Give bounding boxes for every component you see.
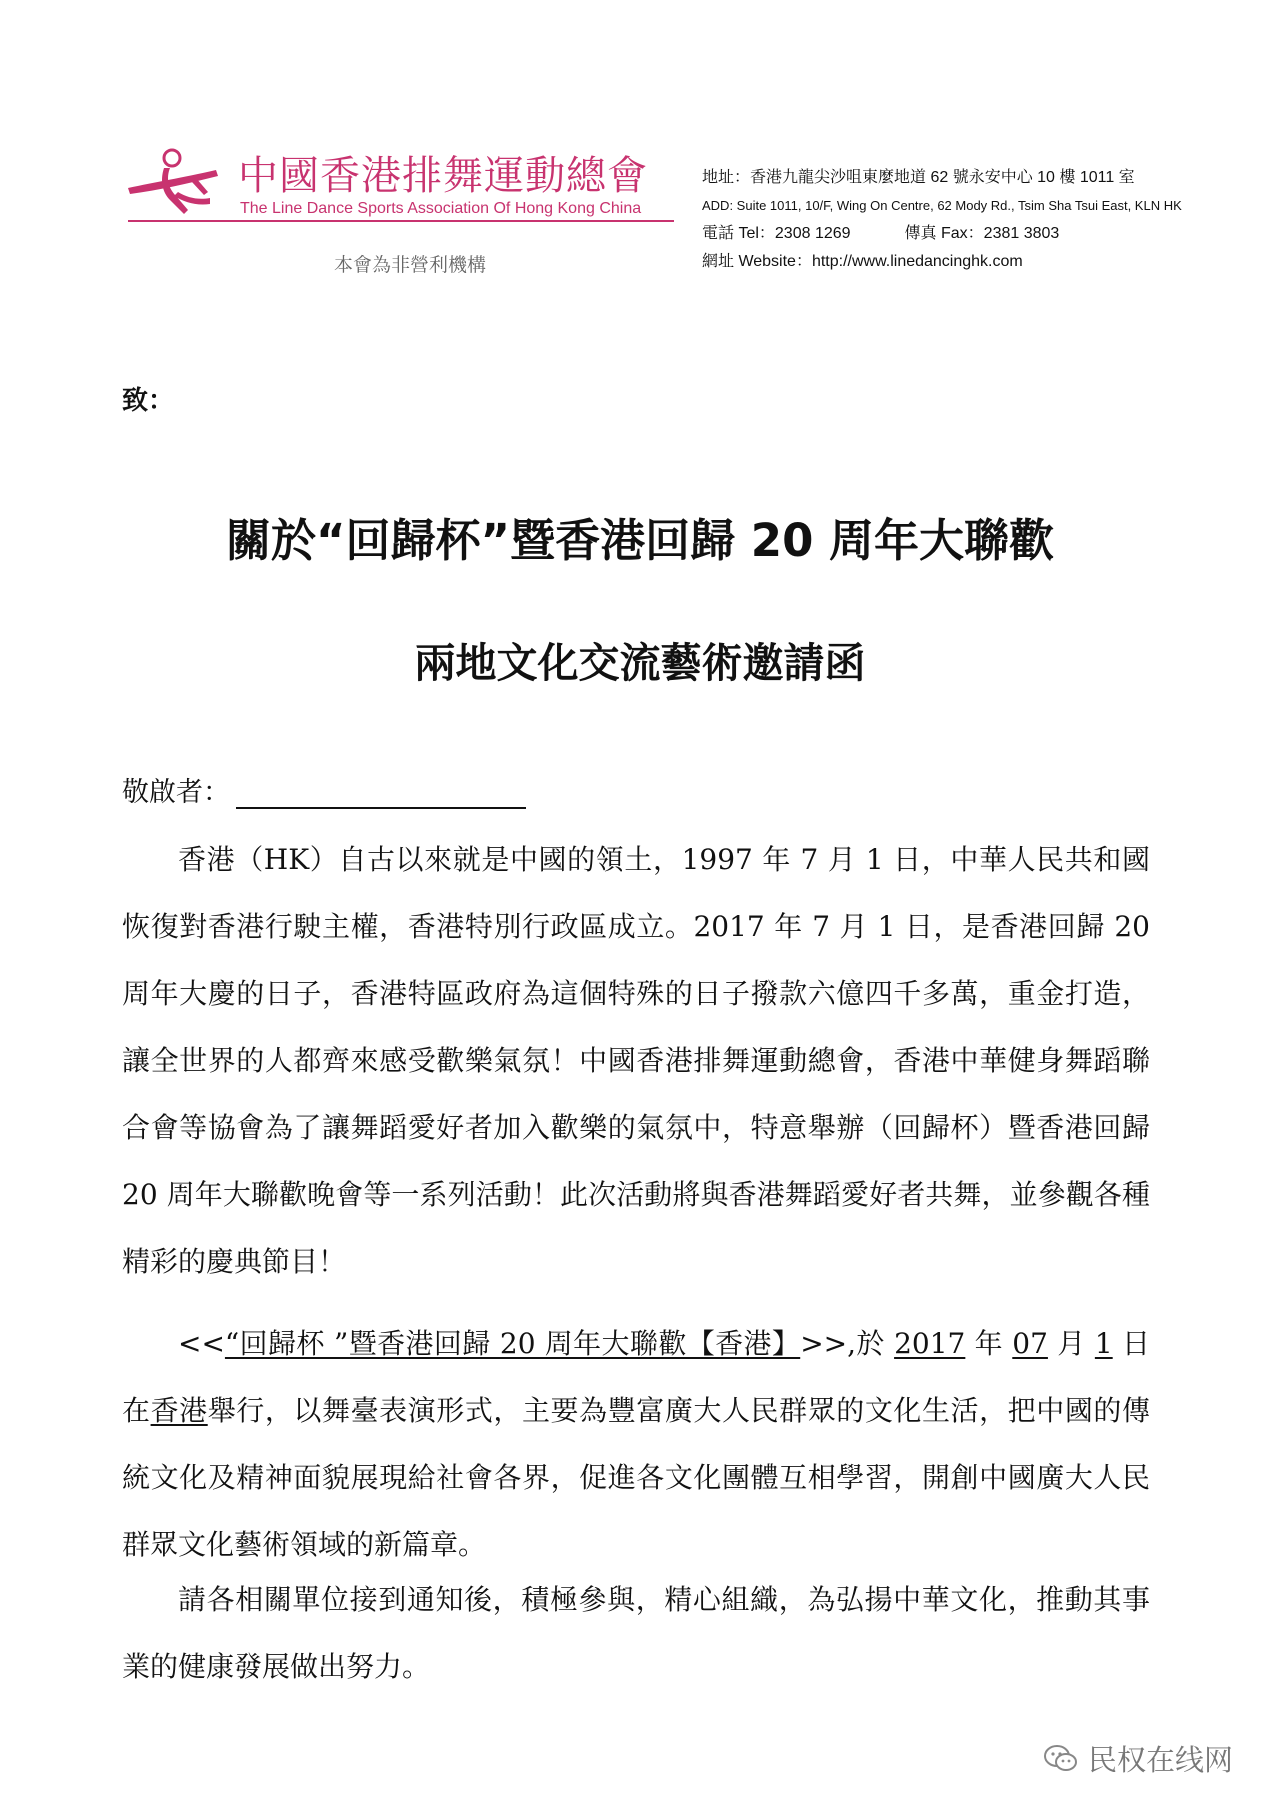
event-name: “回歸杯 ”暨香港回歸 20 周年大聯歡【香港】	[224, 1327, 801, 1360]
paragraph-3: 請各相關單位接到通知後，積極參與，精心組織，為弘揚中華文化，推動其事業的健康發展做出努力。	[122, 1583, 1150, 1683]
text-fragment: 舉行，以舞臺表演形式，主要為豐富廣大人民群眾的文化生活，把中國的傳統文化及精神面貌展現給社會各界，促進各文化團體互相學習，開創中國廣大人民群眾文化藝術領域的新篇章。	[122, 1394, 1150, 1561]
event-month: 07	[1012, 1327, 1048, 1360]
text-fragment: 年	[965, 1327, 1013, 1360]
address-cn: 地址：香港九龍尖沙咀東麼地道 62 號永安中心 10 樓 1011 室	[702, 169, 1135, 186]
nonprofit-note: 本會為非營利機構	[334, 254, 487, 276]
text-fragment: <<	[178, 1327, 225, 1360]
paragraph-2	[122, 1310, 1150, 1578]
paragraph-1: 香港（HK）自古以來就是中國的領土，1997 年 7 月 1 日，中華人民共和國恢復對香港行駛主權，香港特別行政區成立。2017 年 7 月 1 日，是香港回歸 20 周年大慶的日子，香港特區政府為這個特殊的日子撥款六億四千多萬，重金打造，讓全世界的人都齊來感受歡樂氣氛！中國香港排舞運動總會，香港中華健身舞蹈聯合會等協會為了讓舞蹈愛好者加入歡樂的氣氛中，特意舉辦（回歸杯）暨香港回歸 20 周年大聯歡晚會等一系列活動！此次活動將與香港舞蹈愛好者共舞，並參觀各種精彩的慶典節目！	[122, 843, 1150, 1278]
event-year: 2017	[894, 1327, 966, 1360]
org-name-cn: 中國香港排舞運動總會	[238, 153, 648, 199]
letter-title-line1: 關於“回歸杯”暨香港回歸 20 周年大聯歡	[225, 514, 1055, 567]
recipient-label: 致：	[122, 386, 175, 416]
website: 網址 Website：http://www.linedancinghk.com	[702, 253, 1023, 270]
greeting-label: 敬啟者：	[122, 777, 230, 808]
greeting-line	[122, 770, 526, 809]
letter-title-line2: 兩地文化交流藝術邀請函	[414, 639, 866, 687]
phone-fax-line	[702, 220, 1182, 248]
text-fragment: >>,於	[800, 1327, 895, 1360]
contact-block	[702, 164, 1182, 276]
phone-number: 電話 Tel：2308 1269	[702, 225, 851, 242]
recipient-blank	[236, 779, 526, 809]
watermark	[1044, 1738, 1233, 1779]
address-en: ADD: Suite 1011, 10/F, Wing On Centre, 62 Mody Rd., Tsim Sha Tsui East, KLN HK	[702, 198, 1182, 213]
event-day: 1	[1094, 1327, 1113, 1360]
fax-number: 傳真 Fax：2381 3803	[904, 225, 1060, 242]
event-place: 香港	[150, 1394, 208, 1427]
logo-underline	[128, 220, 674, 222]
wechat-icon	[1044, 1744, 1078, 1774]
text-fragment: 月	[1047, 1327, 1095, 1360]
dancer-logo-icon	[126, 148, 224, 220]
org-name-en: The Line Dance Sports Association Of Hong Kong China	[240, 200, 642, 217]
watermark-text: 民权在线网	[1088, 1743, 1234, 1777]
text-fragment: 日在	[122, 1327, 1150, 1427]
